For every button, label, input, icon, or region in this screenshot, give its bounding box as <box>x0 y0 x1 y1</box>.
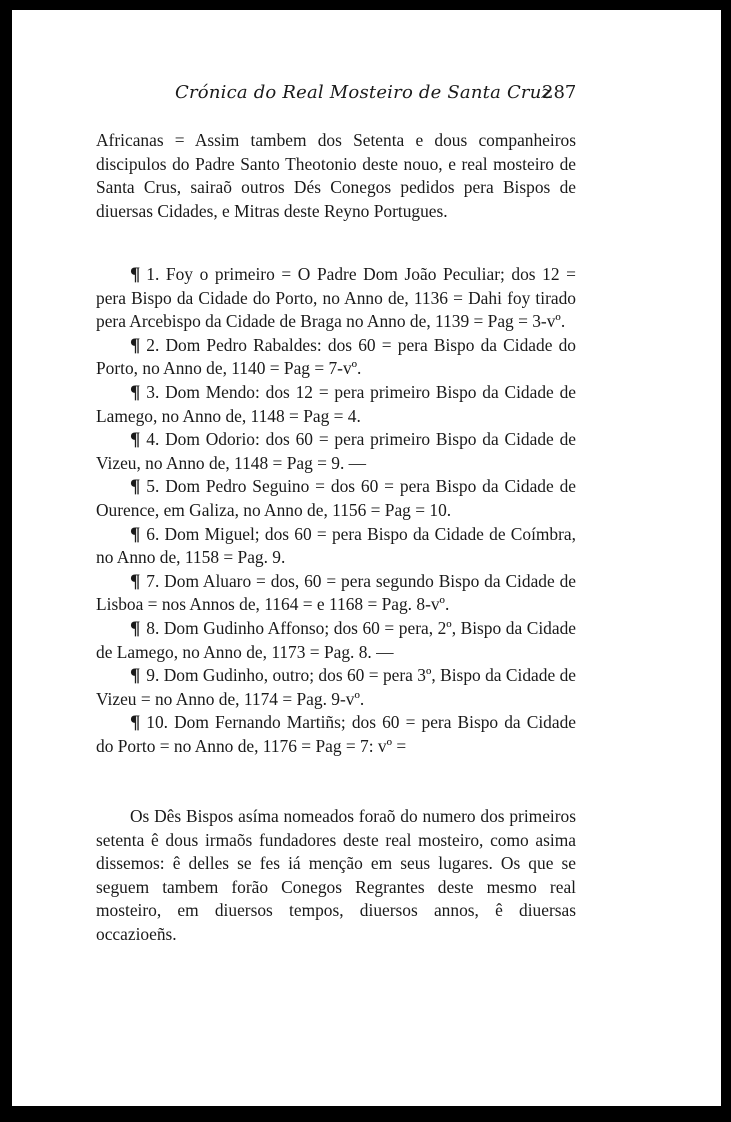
entry-text: 8. Dom Gudinho Affonso; dos 60 = pera, 2º, Bispo da Cidade de Lamego, no Anno de, 1173 = Pag. 8. — <box>96 617 576 662</box>
intro-section <box>96 129 576 223</box>
bishop-list <box>96 263 576 758</box>
pilcrow-icon: ¶ <box>130 570 141 592</box>
pilcrow-icon: ¶ <box>130 476 141 498</box>
pilcrow-icon: ¶ <box>130 617 141 639</box>
pilcrow-icon: ¶ <box>130 264 141 285</box>
closing-paragraph: Os Dês Bispos asíma nomeados foraõ do numero dos primeiros setenta ê dous irmaõs fundadores deste real mosteiro, como asima dissemos: ê delles se fes iá menção em seus lugares. Os que se seguem tambem forão Conegos Regrantes deste mesmo real mosteiro, em diuersos tempos, diuersos annos, ê diuersas occazioeñs. <box>96 806 576 944</box>
list-item <box>96 711 576 758</box>
book-page <box>12 10 721 1106</box>
list-item <box>96 475 576 522</box>
list-item <box>96 263 576 334</box>
running-head <box>12 82 721 112</box>
list-item <box>96 617 576 664</box>
list-item <box>96 570 576 617</box>
entry-text: 4. Dom Odorio: dos 60 = pera primeiro Bispo da Cidade de Vizeu, no Anno de, 1148 = Pag = 9. — <box>96 429 576 473</box>
entry-text: 3. Dom Mendo: dos 12 = pera primeiro Bispo da Cidade de Lamego, no Anno de, 1148 = Pag = 4. <box>96 381 576 426</box>
entry-text: 9. Dom Gudinho, outro; dos 60 = pera 3º, Bispo da Cidade de Vizeu = no Anno de, 1174 = Pag. 9-vº. <box>96 665 576 709</box>
list-item <box>96 334 576 381</box>
pilcrow-icon: ¶ <box>130 523 141 545</box>
list-item <box>96 523 576 570</box>
pilcrow-icon: ¶ <box>130 665 141 687</box>
entry-text: 6. Dom Miguel; dos 60 = pera Bispo da Cidade de Coímbra, no Anno de, 1158 = Pag. 9. <box>96 523 576 568</box>
list-item <box>96 428 576 475</box>
closing-section <box>96 805 576 947</box>
entry-text: 5. Dom Pedro Seguino = dos 60 = pera Bispo da Cidade de Ourence, em Galiza, no Anno de, 1156 = Pag = 10. <box>96 476 576 520</box>
list-item <box>96 381 576 428</box>
running-title: Crónica do Real Mosteiro de Santa Cruz <box>175 82 552 103</box>
pilcrow-icon: ¶ <box>130 712 141 734</box>
entry-text: 1. Foy o primeiro = O Padre Dom João Peculiar; dos 12 = pera Bispo da Cidade do Porto, no Anno de, 1136 = Dahi foy tirado pera Arcebispo da Cidade de Braga no Anno de, 1139 = Pag = 3-vº. <box>96 264 576 332</box>
intro-paragraph: Africanas = Assim tambem dos Setenta e dous companheiros discipulos do Padre Santo Theotonio deste nouo, e real mosteiro de Santa Crus, sairaõ outros Dés Conegos pedidos pera Bispos de diuersas Cidades, e Mitras deste Reyno Portugues. <box>96 130 576 221</box>
pilcrow-icon: ¶ <box>130 334 141 356</box>
page-number: 287 <box>542 82 577 103</box>
entry-text: 2. Dom Pedro Rabaldes: dos 60 = pera Bispo da Cidade do Porto, no Anno de, 1140 = Pag = 7-vº. <box>96 334 576 379</box>
pilcrow-icon: ¶ <box>130 429 141 451</box>
entry-text: 10. Dom Fernando Martiñs; dos 60 = pera Bispo da Cidade do Porto = no Anno de, 1176 = Pag = 7: vº = <box>96 712 576 756</box>
pilcrow-icon: ¶ <box>130 381 141 403</box>
entry-text: 7. Dom Aluaro = dos, 60 = pera segundo Bispo da Cidade de Lisboa = nos Annos de, 1164 = e 1168 = Pag. 8-vº. <box>96 570 576 615</box>
list-item <box>96 664 576 711</box>
